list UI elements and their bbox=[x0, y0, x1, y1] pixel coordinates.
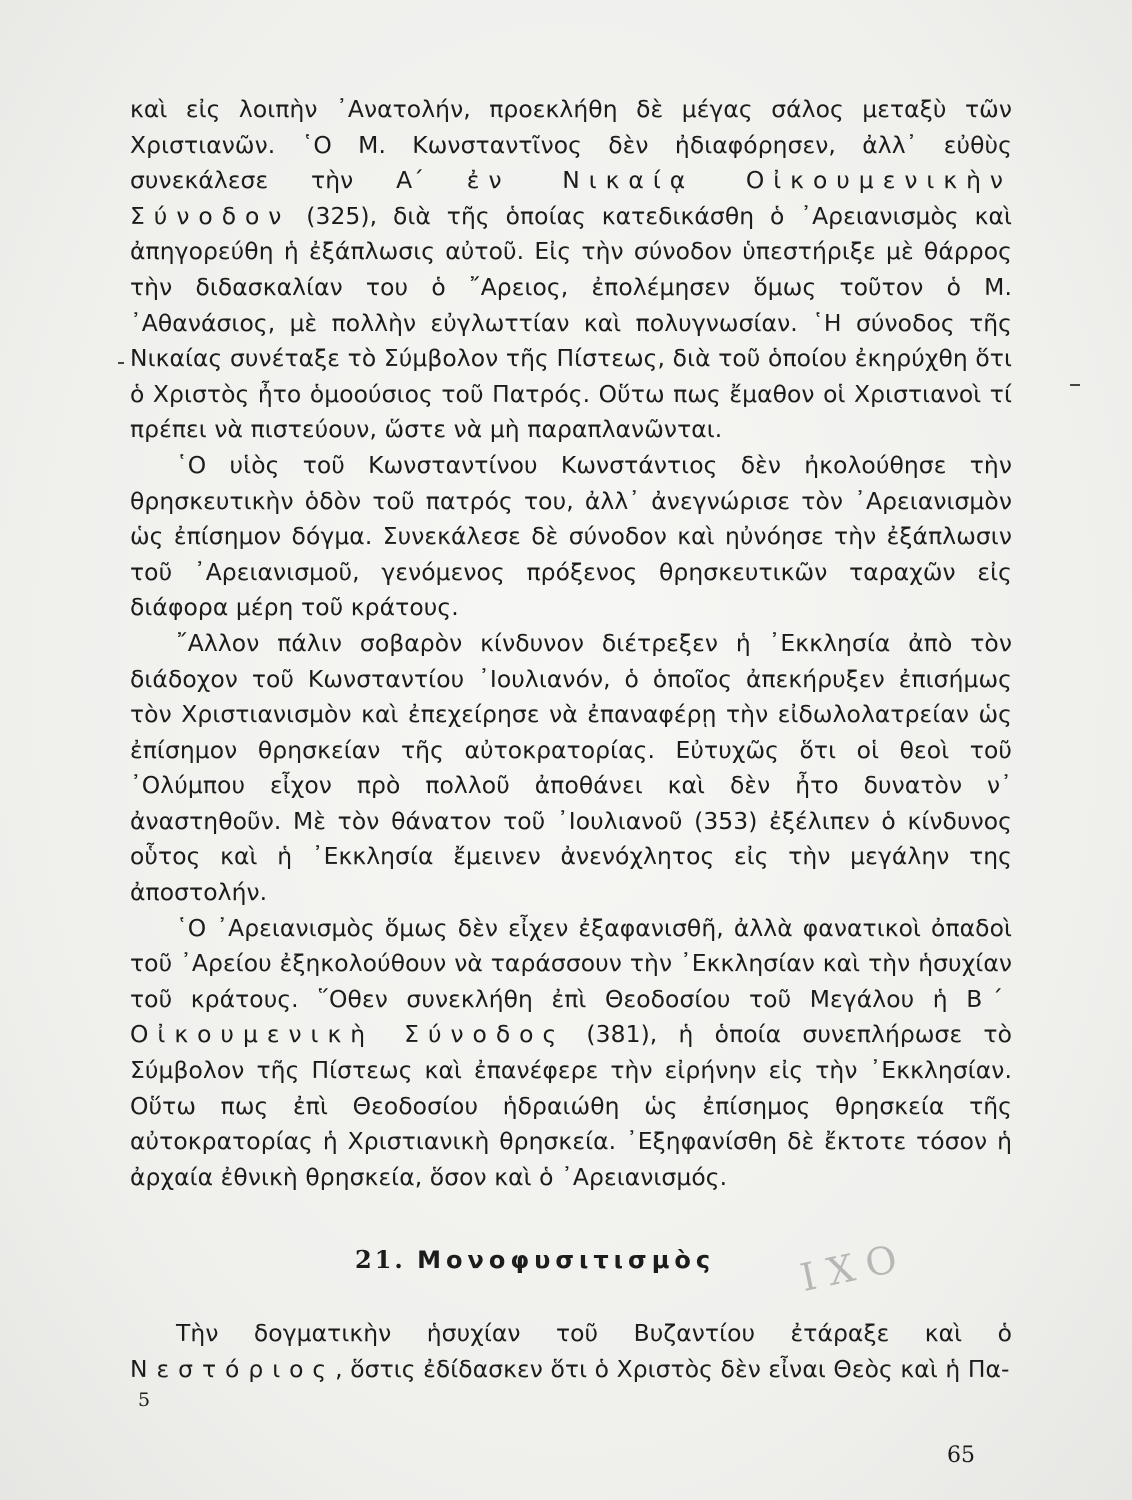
p4-part-1: ῾Ο ᾿Αρειανισμὸς ὅμως δὲν εἶχεν ἐξαφανισθῆ, ἀλλὰ φανατικοὶ ὀπαδοὶ τοῦ ᾿Αρείου ἐξηκολούθουν νὰ ταράσσουν τὴν ᾿Εκκλησίαν καὶ τὴν ἡσυχίαν τοῦ κράτους. ῞Οθεν συνεκλήθη ἐπὶ Θεοδοσίου τοῦ Μεγάλου ἡ bbox=[130, 913, 1012, 1013]
paragraph-2 bbox=[130, 448, 1012, 626]
paragraph-1 bbox=[130, 92, 1012, 448]
margin-mark-left bbox=[118, 362, 124, 364]
closing-text bbox=[130, 1316, 1012, 1387]
paragraph-4 bbox=[130, 911, 1012, 1196]
p4-part-3: (381), ἡ ὁποία συνεπλήρωσε τὸ Σύμβολον τῆς Πίστεως καὶ ἐπανέφερε τὴν εἰρήνην εἰς τὴν ᾿Εκκλησίαν. Οὕτω πως ἐπὶ Θεοδοσίου ἡδραιώθη ὡς ἐπίσημος θρησκεία τῆς αὐτοκρατορίας ἡ Χριστιανικὴ θρησκεία. ᾿Εξηφανίσθη δὲ ἔκτοτε τόσον ἡ ἀρχαία ἐθνικὴ θρησκεία, ὅσον καὶ ὁ ᾿Αρειανισμός. bbox=[130, 1020, 1012, 1191]
section-heading bbox=[355, 1245, 715, 1274]
body-text bbox=[130, 92, 1012, 1195]
closing-part-1: Τὴν δογματικὴν ἡσυχίαν τοῦ Βυζαντίου ἐτάραξε καὶ ὁ bbox=[176, 1319, 1012, 1347]
p1-emphasis-council: ἐν Νικαίᾳ Οἰκουμενικὴν Σύνοδον bbox=[130, 166, 1012, 230]
closing-paragraph bbox=[130, 1316, 1012, 1387]
closing-emphasis-nestorios: Νεστόριος bbox=[130, 1354, 336, 1383]
p1-part-3: (325), διὰ τῆς ὁποίας κατεδικάσθη ὁ ᾿Αρειανισμὸς καὶ ἀπηγορεύθη ἡ ἐξάπλωσις αὐτοῦ. Εἰς τὴν σύνοδον ὑπεστήριξε μὲ θάρρος τὴν διδασκαλίαν του ὁ ῎Αρειος, ἐπολέμησεν ὅμως τοῦτον ὁ Μ. ᾿Αθανάσιος, μὲ πολλὴν εὐγλωττίαν καὶ πολυγνωσίαν. ῾Η σύνοδος τῆς Νικαίας συνέταξε τὸ Σύμβολον τῆς Πίστεως, διὰ τοῦ ὁποίου ἐκηρύχθη ὅτι ὁ Χριστὸς ἦτο ὁμοούσιος τοῦ Πατρός. Οὕτω πως ἔμαθον οἱ Χριστιανοὶ τί πρέπει νὰ πιστεύουν, ὥστε νὰ μὴ παραπλανῶνται. bbox=[130, 201, 1012, 444]
signature-number: 5 bbox=[138, 1389, 151, 1411]
section-number: 21. bbox=[355, 1245, 406, 1274]
closing-part-3: , ὅστις ἐδίδασκεν ὅτι ὁ Χριστὸς δὲν εἶναι Θεὸς καὶ ἡ Πα- bbox=[335, 1354, 1010, 1383]
pencil-annotation: ΙΧΟ bbox=[796, 1234, 913, 1300]
paragraph-3 bbox=[130, 626, 1012, 911]
page-number: 65 bbox=[947, 1443, 975, 1468]
margin-mark-right bbox=[1070, 384, 1080, 386]
p4-emphasis-council: Β΄ Οἰκουμενικὴ Σύνοδος bbox=[130, 984, 1012, 1049]
p3-text: ῎Αλλον πάλιν σοβαρὸν κίνδυνον διέτρεξεν ἡ ᾿Εκκλησία ἀπὸ τὸν διάδοχον τοῦ Κωνσταντίου ᾿Ιουλιανόν, ὁ ὁποῖος ἀπεκήρυξεν ἐπισήμως τὸν Χριστιανισμὸν καὶ ἐπεχείρησε νὰ ἐπαναφέρῃ τὴν εἰδωλολατρείαν ὡς ἐπίσημον θρησκείαν τῆς αὐτοκρατορίας. Εὐτυχῶς ὅτι οἱ θεοὶ τοῦ ᾿Ολύμπου εἶχον πρὸ πολλοῦ ἀποθάνει καὶ δὲν ἦτο δυνατὸν ν᾿ ἀναστηθοῦν. Μὲ τὸν θάνατον τοῦ ᾿Ιουλιανοῦ (353) ἐξέλιπεν ὁ κίνδυνος οὗτος καὶ ἡ ᾿Εκκλησία ἔμεινεν ἀνενόχλητος εἰς τὴν μεγάλην της ἀποστολήν. bbox=[130, 628, 1012, 907]
section-title: Μονοφυσιτισμὸς bbox=[417, 1246, 716, 1274]
p2-text: ῾Ο υἱὸς τοῦ Κωνσταντίνου Κωνστάντιος δὲν ἠκολούθησε τὴν θρησκευτικὴν ὁδὸν τοῦ πατρός του, ἀλλ᾿ ἀνεγνώρισε τὸν ᾿Αρειανισμὸν ὡς ἐπίσημον δόγμα. Συνεκάλεσε δὲ σύνοδον καὶ ηὐνόησε τὴν ἐξάπλωσιν τοῦ ᾿Αρειανισμοῦ, γενόμενος πρόξενος θρησκευτικῶν ταραχῶν εἰς διάφορα μέρη τοῦ κράτους. bbox=[130, 450, 1012, 622]
p1-part-1: καὶ εἰς λοιπὴν ᾿Ανατολήν, προεκλήθη δὲ μέγας σάλος μεταξὺ τῶν Χριστιανῶν. ῾Ο Μ. Κωνσταντῖνος δὲν ἠδιαφόρησεν, ἀλλ᾿ εὐθὺς συνεκάλεσε τὴν Α΄ bbox=[130, 95, 1012, 195]
